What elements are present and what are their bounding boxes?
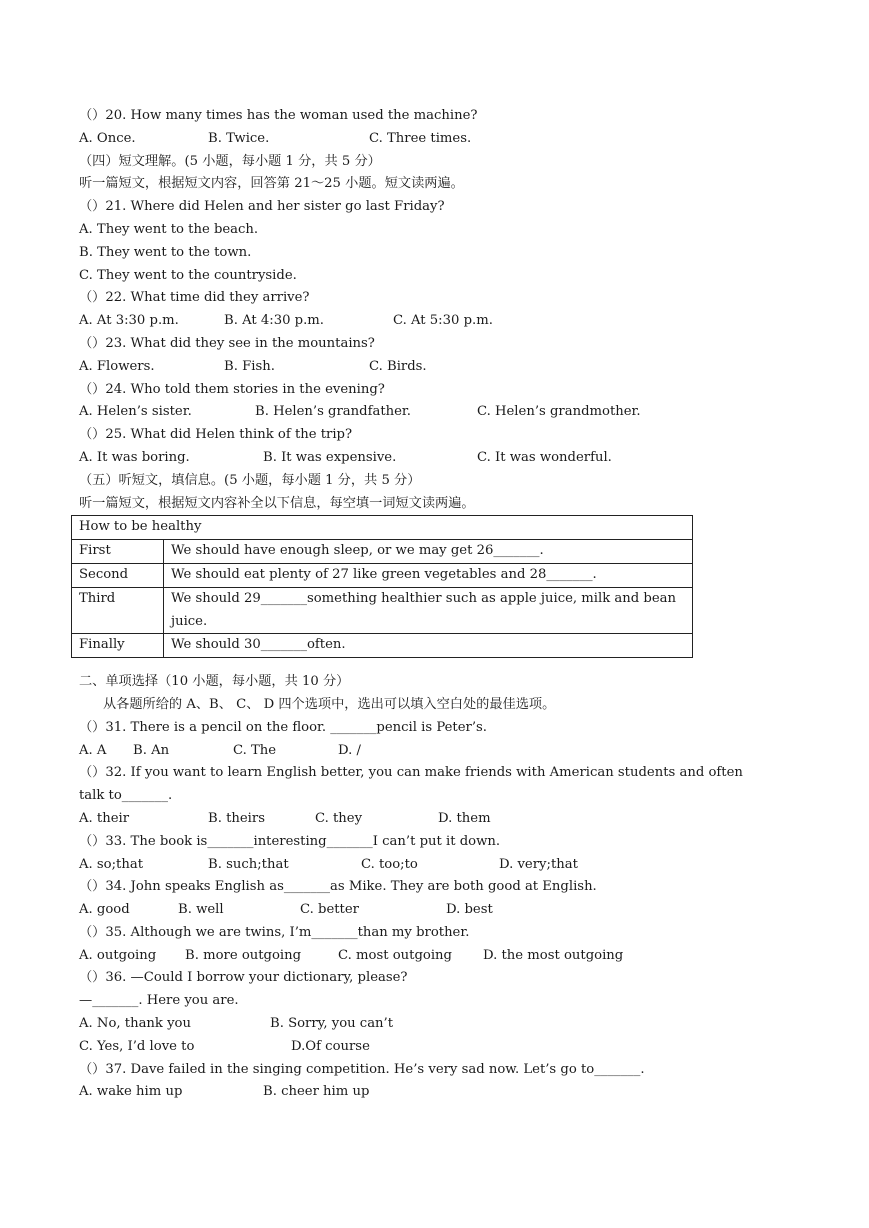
option-d: D. them [438,810,491,826]
part4-title: （四）短文理解。(5 小题，每小题 1 分，共 5 分） [79,153,381,169]
option-c: C. Birds. [369,358,427,374]
option-b: B. Fish. [224,358,275,374]
row-text: We should 30_______often. [164,634,693,658]
question-37-stem: （）37. Dave failed in the singing competition. He’s very sad now. Let’s go to_______. [79,1061,645,1077]
question-22-stem: （）22. What time did they arrive? [79,290,310,306]
option-d: D. / [338,742,361,758]
row-text: We should 29_______something healthier such as apple juice, milk and bean juice. [164,587,693,634]
table-row [72,634,693,658]
option-a: A. A [79,742,107,758]
option-b: B. Helen’s grandfather. [255,404,411,420]
option-a: A. so;that [79,856,144,872]
question-21-option-b: B. They went to the town. [79,244,252,260]
question-35-stem: （）35. Although we are twins, I’m_______than my brother. [79,924,470,940]
option-c: C. they [315,810,363,826]
question-31-stem: （）31. There is a pencil on the floor. _______pencil is Peter’s. [79,719,487,735]
question-22-options [79,310,799,333]
question-21-option-c: C. They went to the countryside. [79,267,297,283]
question-20-stem: （）20. How many times has the woman used the machine? [79,108,478,123]
question-37-options [79,1081,799,1104]
option-c: C. too;to [361,856,418,872]
question-34-stem: （）34. John speaks English as_______as Mike. They are both good at English. [79,879,597,895]
option-b: B. more outgoing [185,947,302,963]
option-c: C. Helen’s grandmother. [477,404,641,420]
option-a: A. It was boring. [79,449,190,465]
row-label: Third [72,587,164,634]
question-33-stem: （）33. The book is_______interesting_______I can’t put it down. [79,833,501,849]
question-36-options-ab [79,1013,799,1036]
option-b: B. such;that [208,856,289,872]
question-25-stem: （）25. What did Helen think of the trip? [79,427,353,443]
question-36-stem: （）36. —Could I borrow your dictionary, please? [79,970,408,986]
option-a: A. Helen’s sister. [79,404,192,420]
option-b: B. It was expensive. [263,449,397,465]
question-21-option-a: A. They went to the beach. [79,221,259,237]
question-25-options [79,447,799,470]
option-c: C. At 5:30 p.m. [393,313,493,329]
question-32-stem-continued: talk to_______. [79,788,173,804]
table-header: How to be healthy [72,516,693,540]
question-23-options [79,356,799,379]
table-row [72,563,693,587]
section2-instruction: 从各题所给的 A、B、 C、 D 四个选项中，选出可以填入空白处的最佳选项。 [103,696,556,712]
part5-title: （五）听短文，填信息。(5 小题，每小题 1 分，共 5 分） [79,472,421,488]
part4-instruction: 听一篇短文，根据短文内容，回答第 21～25 小题。短文读两遍。 [79,176,464,192]
question-23-stem: （）23. What did they see in the mountains? [79,335,375,351]
question-20-options [79,128,799,151]
option-c: C. most outgoing [338,947,452,963]
table-header-row [72,516,693,540]
question-36-stem-continued: —_______. Here you are. [79,993,239,1009]
question-31-options [79,740,799,763]
option-c: C. Three times. [369,130,472,146]
option-b: B. well [178,902,224,918]
question-32-options [79,808,799,831]
question-33-options [79,854,799,877]
option-a: A. good [79,902,130,918]
option-d: D. best [446,902,493,918]
question-24-stem: （）24. Who told them stories in the evening? [79,381,385,397]
option-b: B. theirs [208,810,265,826]
option-d: D.Of course [291,1038,370,1054]
table-row [72,587,693,634]
row-text: We should have enough sleep, or we may get 26_______. [164,540,693,564]
option-d: D. very;that [499,856,578,872]
row-text: We should eat plenty of 27 like green vegetables and 28_______. [164,563,693,587]
row-label: Second [72,563,164,587]
option-c: C. better [300,902,359,918]
table-row [72,540,693,564]
option-b: B. cheer him up [263,1084,370,1100]
option-a: A. Once. [79,130,136,146]
option-a: A. No, thank you [79,1016,191,1032]
option-c: C. Yes, I’d love to [79,1038,195,1054]
question-24-options [79,401,799,424]
option-a: A. outgoing [79,947,157,963]
option-a: A. At 3:30 p.m. [79,313,179,329]
question-32-stem: （）32. If you want to learn English better, you can make friends with American students and often [79,765,743,781]
healthy-info-table [71,515,693,658]
option-d: D. the most outgoing [483,947,624,963]
option-a: A. Flowers. [79,358,155,374]
row-label: Finally [72,634,164,658]
question-35-options [79,945,799,968]
question-34-options [79,899,799,922]
option-c: C. The [233,742,277,758]
exam-page [79,105,799,1104]
option-b: B. An [133,742,170,758]
option-b: B. Sorry, you can’t [270,1016,394,1032]
section2-title: 二、单项选择（10 小题，每小题，共 10 分） [79,674,350,690]
question-36-options-cd [79,1036,799,1059]
option-a: A. wake him up [79,1084,183,1100]
question-21-stem: （）21. Where did Helen and her sister go last Friday? [79,199,445,215]
option-b: B. Twice. [208,130,270,146]
option-a: A. their [79,810,130,826]
part5-instruction: 听一篇短文，根据短文内容补全以下信息，每空填一词短文读两遍。 [79,495,475,511]
row-label: First [72,540,164,564]
option-b: B. At 4:30 p.m. [224,313,324,329]
option-c: C. It was wonderful. [477,449,612,465]
